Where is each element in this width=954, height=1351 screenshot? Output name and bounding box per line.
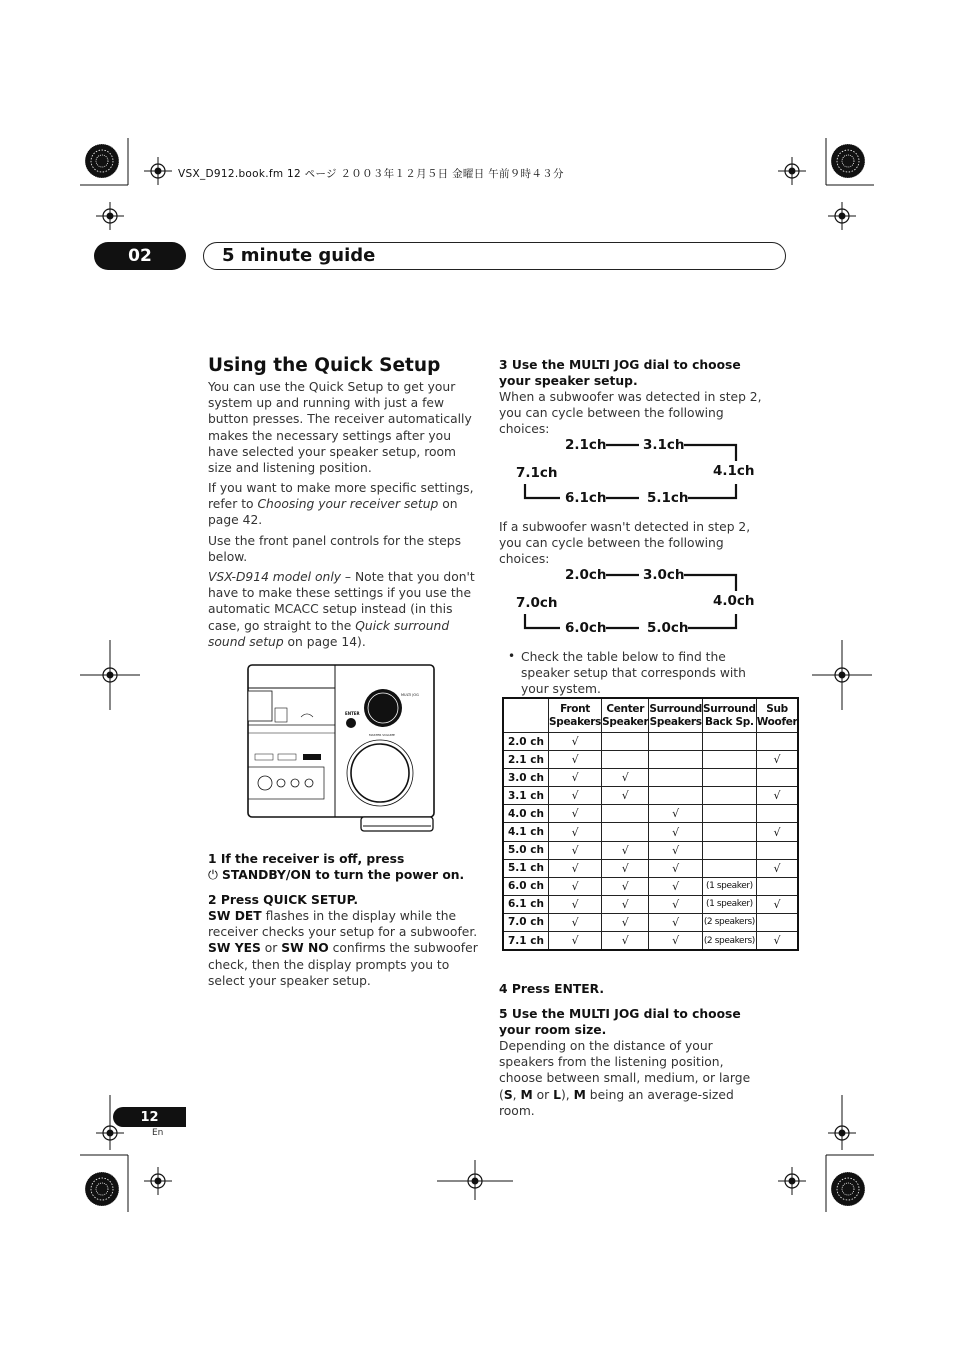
table-cell: √ [549, 895, 602, 913]
table-cell: √ [602, 877, 649, 895]
cycle-3-1ch: 3.1ch [643, 437, 685, 453]
row-config-label: 5.1 ch [503, 859, 549, 877]
header-front-speakers: Front Speakers [549, 698, 602, 733]
intro-paragraph: You can use the Quick Setup to get your system up and running with just a few button presses. The receiver automatically makes the necessary settings after you have selected your speaker setup, room size and listening position. [208, 380, 472, 476]
row-config-label: 3.1 ch [503, 787, 549, 805]
table-header-row [503, 698, 798, 733]
row-config-label: 3.0 ch [503, 769, 549, 787]
more-settings-paragraph: If you want to make more specific settings, refer to Choosing your receiver setup on page 42. [208, 481, 474, 528]
page-number: 12 [113, 1107, 186, 1127]
table-cell: √ [649, 913, 703, 931]
table-cell [756, 913, 798, 931]
table-row [503, 932, 798, 951]
table-cell: √ [549, 877, 602, 895]
table-cell: √ [549, 841, 602, 859]
table-cell: √ [649, 805, 703, 823]
table-cell [703, 751, 757, 769]
section-title: Using the Quick Setup [208, 355, 441, 376]
row-config-label: 4.0 ch [503, 805, 549, 823]
table-cell [649, 787, 703, 805]
table-row [503, 859, 798, 877]
table-cell: √ [649, 841, 703, 859]
cycle-7-1ch: 7.1ch [516, 465, 558, 481]
table-cell: √ [549, 751, 602, 769]
cycle-5-0ch: 5.0ch [647, 620, 689, 636]
header-surround-back: Surround Back Sp. [703, 698, 757, 733]
master-volume-label: MASTER VOLUME [369, 733, 395, 737]
table-cell [703, 859, 757, 877]
table-cell [703, 769, 757, 787]
table-cell: √ [756, 787, 798, 805]
row-config-label: 6.1 ch [503, 895, 549, 913]
table-cell [602, 823, 649, 841]
table-cell: √ [549, 823, 602, 841]
cycle-6-0ch: 6.0ch [565, 620, 607, 636]
step-5-description: Depending on the distance of your speakers from the listening position, choose between small, medium, or large (S, M or L), M being an average-sized room. [499, 1039, 751, 1118]
table-cell: √ [549, 932, 602, 951]
table-cell: √ [549, 805, 602, 823]
table-cell: √ [602, 841, 649, 859]
model-note-paragraph: VSX-D914 model only – Note that you don't have to make these settings if you use the automatic MCACC setup instead (in this case, go straight to the Quick surround sound setup on page 14). [208, 570, 475, 649]
table-cell [703, 841, 757, 859]
cycle-3-0ch: 3.0ch [643, 567, 685, 583]
table-cell: √ [756, 895, 798, 913]
table-cell [703, 805, 757, 823]
table-row [503, 841, 798, 859]
table-cell: √ [549, 913, 602, 931]
step-2: 2 Press QUICK SETUP. [208, 893, 359, 907]
receiver-front-panel-illustration [245, 663, 437, 841]
step-2-description: SW DET flashes in the display while the receiver checks your setup for a subwoofer. SW YES or SW NO confirms the subwoofer check, then the display prompts you to select your speaker setup. [208, 909, 478, 988]
row-config-label: 5.0 ch [503, 841, 549, 859]
table-cell [756, 841, 798, 859]
table-cell: √ [756, 932, 798, 951]
header-center-speaker: Center Speaker [602, 698, 649, 733]
table-cell: √ [602, 913, 649, 931]
step-4: 4 Press ENTER. [499, 982, 605, 996]
table-cell [649, 733, 703, 751]
row-config-label: 7.0 ch [503, 913, 549, 931]
row-config-label: 4.1 ch [503, 823, 549, 841]
row-config-label: 6.0 ch [503, 877, 549, 895]
table-cell [756, 733, 798, 751]
table-row [503, 877, 798, 895]
table-cell [756, 877, 798, 895]
cycle-4-1ch: 4.1ch [713, 463, 755, 479]
step-1: 1 If the receiver is off, press ⏻ STANDBY/ON to turn the power on. [208, 852, 465, 883]
chapter-title: 5 minute guide [203, 242, 786, 270]
table-cell [756, 769, 798, 787]
table-cell: (2 speakers) [703, 913, 757, 931]
header-surround-speakers: Surround Speakers [649, 698, 703, 733]
table-row [503, 733, 798, 751]
bullet-icon: • [508, 649, 516, 663]
table-cell: √ [756, 859, 798, 877]
table-cell: √ [649, 859, 703, 877]
table-cell: √ [602, 787, 649, 805]
table-cell [703, 823, 757, 841]
chapter-number: 02 [94, 242, 186, 270]
speaker-setup-table [502, 697, 799, 951]
cycle-2-1ch: 2.1ch [565, 437, 607, 453]
table-cell: √ [602, 769, 649, 787]
table-cell [602, 805, 649, 823]
table-cell: √ [602, 859, 649, 877]
table-cell: √ [756, 823, 798, 841]
table-cell [649, 769, 703, 787]
table-row [503, 913, 798, 931]
table-row [503, 805, 798, 823]
table-cell: √ [549, 769, 602, 787]
step-5: 5 Use the MULTI JOG dial to choose your room size. [499, 1007, 741, 1038]
step-3-with-subwoofer: When a subwoofer was detected in step 2, you can cycle between the following choices: [499, 390, 762, 437]
cycle-2-0ch: 2.0ch [565, 567, 607, 583]
table-cell: √ [649, 932, 703, 951]
multi-jog-label: MULTI JOG [401, 693, 419, 697]
table-cell: √ [549, 859, 602, 877]
table-cell: (2 speakers) [703, 932, 757, 951]
row-config-label: 7.1 ch [503, 932, 549, 951]
table-cell: √ [602, 895, 649, 913]
power-icon: ⏻ [208, 868, 218, 883]
table-cell: √ [649, 823, 703, 841]
table-cell [703, 787, 757, 805]
table-row [503, 787, 798, 805]
cycle-5-1ch: 5.1ch [647, 490, 689, 506]
table-row [503, 751, 798, 769]
cycle-4-0ch: 4.0ch [713, 593, 755, 609]
print-header: VSX_D912.book.fm 12 ページ ２００３年１２月５日 金曜日 午前９時４３分 [178, 168, 564, 180]
table-cell: √ [649, 895, 703, 913]
row-config-label: 2.1 ch [503, 751, 549, 769]
table-row [503, 895, 798, 913]
page-language: En [152, 1128, 164, 1138]
table-cell [703, 733, 757, 751]
table-cell: √ [549, 787, 602, 805]
table-cell: √ [756, 751, 798, 769]
table-cell: (1 speaker) [703, 895, 757, 913]
table-cell [756, 805, 798, 823]
table-cell: √ [549, 733, 602, 751]
table-cell: √ [649, 877, 703, 895]
step-3: 3 Use the MULTI JOG dial to choose your speaker setup. [499, 358, 741, 389]
header-subwoofer: Sub Woofer [756, 698, 798, 733]
row-config-label: 2.0 ch [503, 733, 549, 751]
table-row [503, 823, 798, 841]
table-corner [503, 698, 549, 733]
cycle-7-0ch: 7.0ch [516, 595, 558, 611]
step-3-without-subwoofer: If a subwoofer wasn't detected in step 2, you can cycle between the following choices: [499, 520, 751, 567]
table-cell: (1 speaker) [703, 877, 757, 895]
table-row [503, 769, 798, 787]
enter-label: ENTER [345, 711, 360, 716]
table-cell [602, 733, 649, 751]
cycle-6-1ch: 6.1ch [565, 490, 607, 506]
table-cell [602, 751, 649, 769]
table-cell: √ [602, 932, 649, 951]
front-panel-paragraph: Use the front panel controls for the steps below. [208, 534, 462, 565]
table-cell [649, 751, 703, 769]
table-bullet-text: Check the table below to find the speaker setup that corresponds with your system. [521, 650, 746, 697]
